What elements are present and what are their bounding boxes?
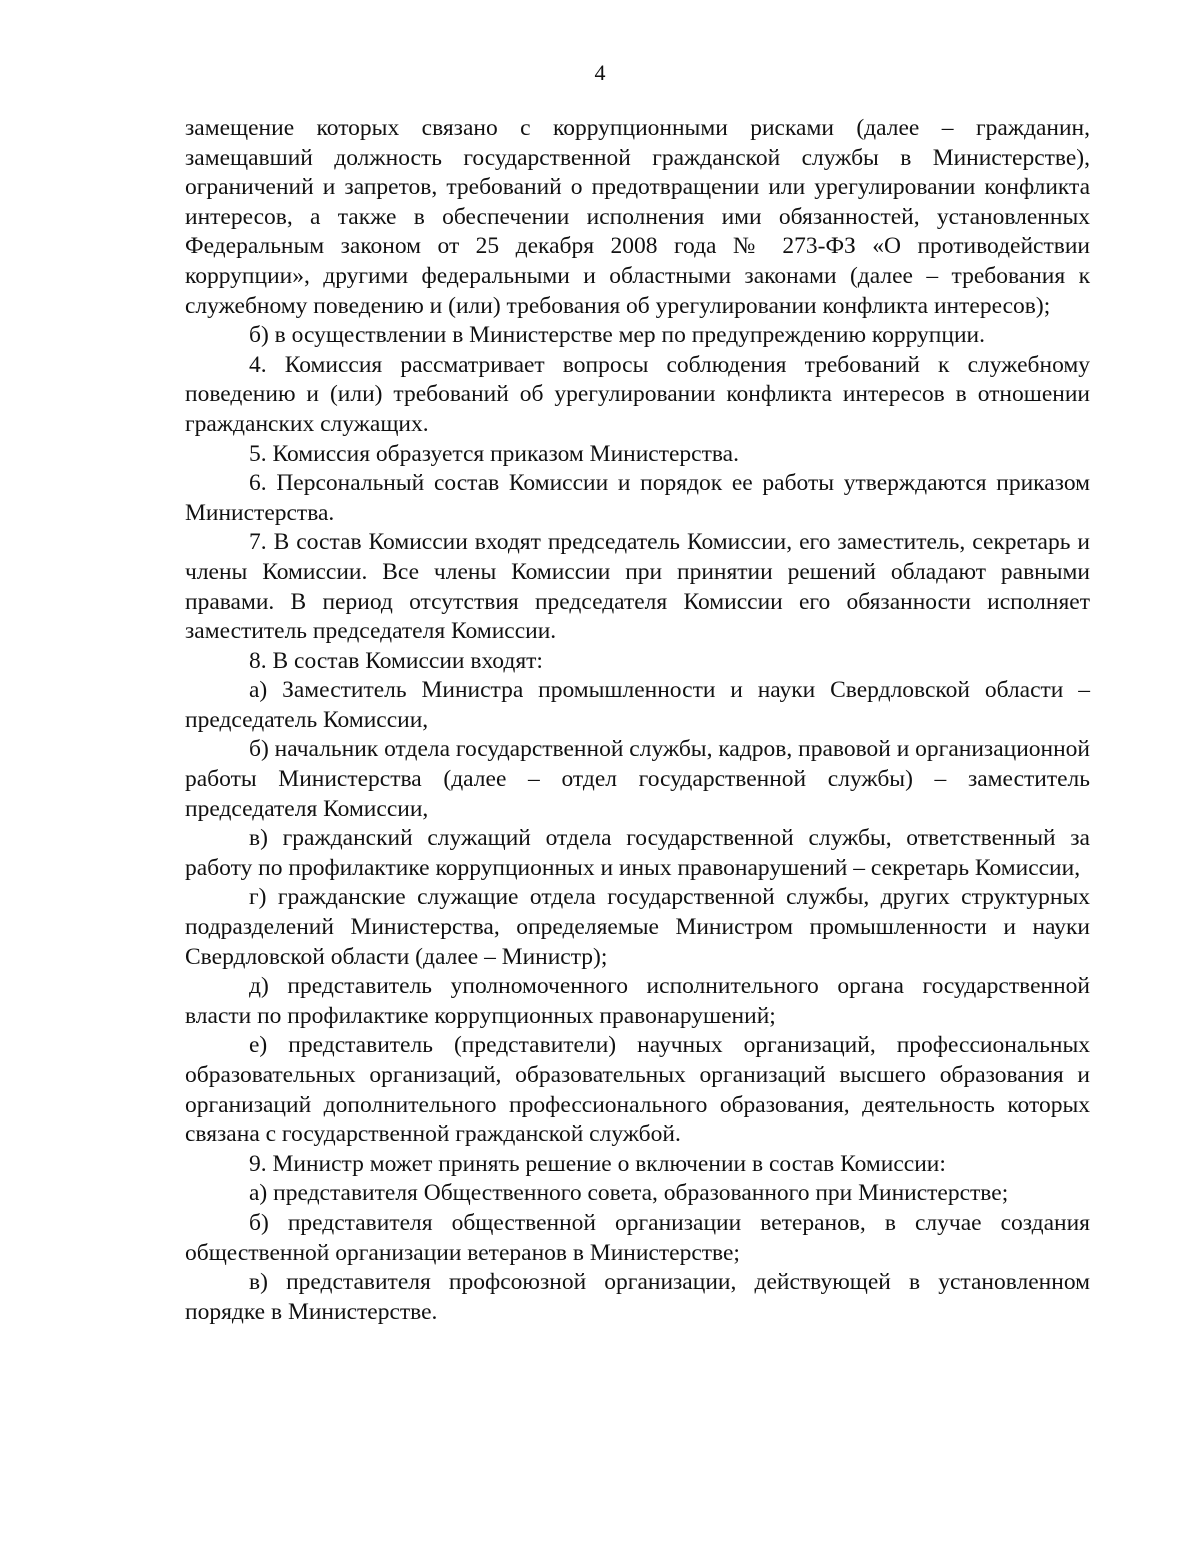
paragraph: 8. В состав Комиссии входят: [249,647,543,674]
paragraph: б) представителя общественной организации ветеранов, в случае создания общественной организации ветеранов в Министерстве; [185,1209,1090,1266]
paragraph: 6. Персональный состав Комиссии и порядок ее работы утверждаются приказом Министерства. [185,470,1090,526]
paragraph: 4. Комиссия рассматривает вопросы соблюдения требований к служебному поведению и (или) требований об урегулировании конфликта интересов в отношении гражданских служащих. [185,351,1090,437]
paragraph: е) представитель (представители) научных организаций, профессиональных образовательных организаций, образовательных организаций высшего образования и организаций дополнительного профессионального образования, деятельность которых связана с государственной гражданской службой. [185,1032,1090,1148]
document-body [185,114,1090,1327]
paragraph: 5. Комиссия образуется приказом Министерства. [249,440,739,467]
paragraph: г) гражданские служащие отдела государственной службы, других структурных подразделений Министерства, определяемые Министром промышленности и науки Свердловской области (далее – Министр); [185,884,1090,970]
paragraph: а) Заместитель Министра промышленности и науки Свердловской области – председатель Комиссии, [185,677,1090,733]
paragraph: 7. В состав Комиссии входят председатель Комиссии, его заместитель, секретарь и члены Комиссии. Все члены Комиссии при принятии решений обладают равными правами. В период отсутствия председателя Комиссии его обязанности исполняет заместитель председателя Комиссии. [185,529,1090,645]
paragraph: д) представитель уполномоченного исполнительного органа государственной власти по профилактике коррупционных правонарушений; [185,973,1090,1029]
paragraph: б) начальник отдела государственной службы, кадров, правовой и организационной работы Министерства (далее – отдел государственной службы) – заместитель председателя Комиссии, [185,736,1090,822]
paragraph: в) гражданский служащий отдела государственной службы, ответственный за работу по профилактике коррупционных и иных правонарушений – секретарь Комиссии, [185,825,1090,881]
paragraph: б) в осуществлении в Министерстве мер по предупреждению коррупции. [249,322,985,349]
page-number: 4 [594,60,606,85]
paragraph: замещение которых связано с коррупционными рисками (далее – гражданин, замещавший должность государственной гражданской службы в Министерстве), ограничений и запретов, требований о предотвращении или урегулировании конфликта интересов, а также в обеспечении исполнения ими обязанностей, установленных Федеральным законом от 25 декабря 2008 года № 273-ФЗ «О противодействии коррупции», другими федеральными и областными законами (далее – требования к служебному поведению и (или) требования об урегулировании конфликта интересов); [185,115,1090,319]
paragraph: в) представителя профсоюзной организации, действующей в установленном порядке в Министерстве. [185,1269,1090,1325]
paragraph: 9. Министр может принять решение о включении в состав Комиссии: [249,1150,946,1177]
paragraph: а) представителя Общественного совета, образованного при Министерстве; [249,1180,1009,1207]
